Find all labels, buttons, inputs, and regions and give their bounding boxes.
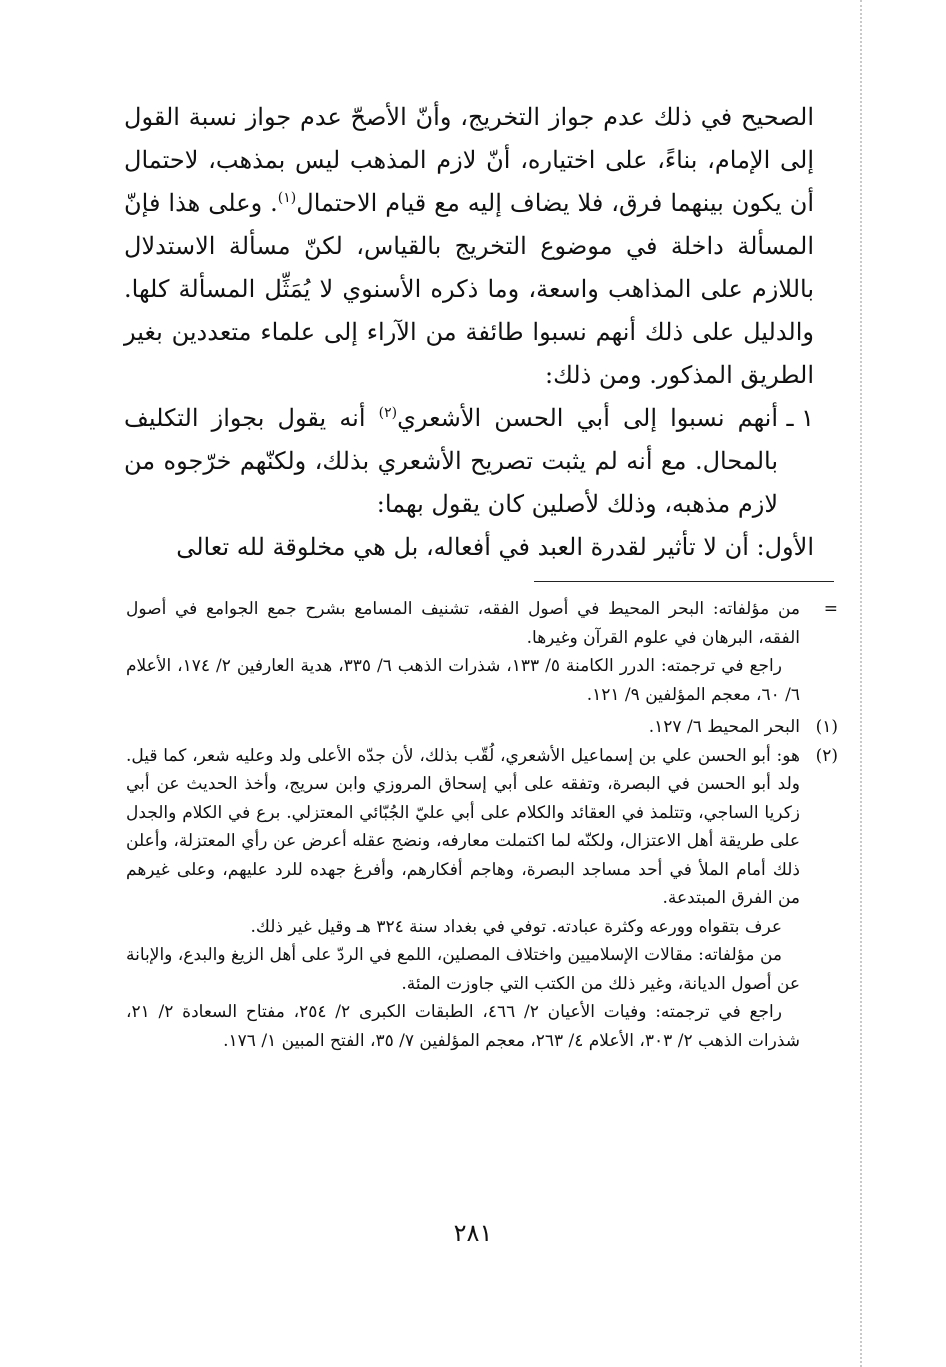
item-text-part-a: أنهم نسبوا إلى أبي الحسن الأشعري [397, 404, 778, 432]
footnote-continued-text: من مؤلفاته: البحر المحيط في أصول الفقه، تشنيف المسامع بشرح جمع الجوامع في أصول الفقه، البرهان في علوم القرآن وغيرها. [126, 599, 800, 648]
item-text [124, 397, 778, 526]
item-text-part-b: أنه يقول بجواز التكليف بالمحال. مع أنه لم يثبت تصريح الأشعري بذلك، ولكنّهم خرّجوه من لازم مذهبه، وذلك لأصلين كان يقول بهما: [124, 404, 778, 518]
footnote-ref-2[interactable]: (٢) [378, 405, 398, 421]
body-paragraph-1 [124, 96, 814, 397]
footnote-continued-mark: = [823, 599, 838, 619]
footnote-1-mark: (١) [815, 717, 838, 737]
footnote-ref-1[interactable]: (١) [277, 190, 297, 206]
body-paragraph-last: الأول: أن لا تأثير لقدرة العبد في أفعاله، بل هي مخلوقة لله تعالى [176, 533, 814, 561]
footnote-2-works: من مؤلفاته: مقالات الإسلاميين واختلاف المصلين، اللمع في الردّ على أهل الزيغ والبدع، والإبانة عن أصول الديانة، وغير ذلك من الكتب التي جاوزت المئة. [126, 945, 800, 994]
footnote-2-text: هو: أبو الحسن علي بن إسماعيل الأشعري، لُقّب بذلك، لأن جدّه الأعلى ولد وعليه شعر، كما قيل. ولد أبو الحسن في البصرة، وتفقه على أبي إسحاق المروزي وابن سريج، وأخذ الحديث عن أبي زكريا الساجي، وتتلمذ في العقائد والكلام على أبي عليّ الجُبّائي المعتزلي. برع في الكلام والجدل على طريقة أهل الاعتزال، ولكنّه لما اكتملت معارفه، ونضج عقله أعرض عن رأي المعتزلة، وأعلن ذلك أمام الملأ في أحد مساجد البصرة، وهاجم أفكارهم، وأفرغ جهده للرد عليهم، وعلى غيرهم من الفرق المبتدعة. [126, 745, 800, 908]
footnote-2-piety: عرف بتقواه وورعه وكثرة عبادته. توفي في بغداد سنة ٣٢٤ هـ وقيل غير ذلك. [250, 916, 782, 937]
footnote-separator [534, 581, 834, 582]
footnote-2 [126, 742, 838, 913]
footnote-2-mark: (٢) [815, 745, 838, 766]
footnote-1 [126, 713, 838, 742]
scan-edge-dots [860, 0, 862, 1367]
item-number: ١ ـ [786, 404, 814, 432]
main-text [124, 96, 814, 569]
page-number: ٢٨١ [453, 1219, 493, 1247]
footnote-2-refs: راجع في ترجمته: وفيات الأعيان ٢/ ٤٦٦، الطبقات الكبرى ٢/ ٢٥٤، مفتاح السعادة ٢/ ٢١، شذرات الذهب ٢/ ٣٠٣، الأعلام ٤/ ٢٦٣، معجم المؤلفين ٧/ ٣٥، الفتح المبين ١/ ١٧٦. [126, 1002, 800, 1051]
footnote-continued-refs: راجع في ترجمته: الدرر الكامنة ٥/ ١٣٣، شذرات الذهب ٦/ ٣٣٥، هدية العارفين ٢/ ١٧٤، الأعلام ٦/ ٦٠، معجم المؤلفين ٩/ ١٢١. [126, 656, 800, 705]
footnote-continued [126, 595, 838, 652]
body-paragraph-1-part-b: . وعلى هذا فإنّ المسألة داخلة في موضوع التخريج بالقياس، لكنّ مسألة الاستدلال باللازم على المذاهب واسعة، وما ذكره الأسنوي لا يُمَثِّل المسألة كلها. والدليل على ذلك أنهم نسبوا طائفة من الآراء إلى علماء متعددين بغير الطريق المذكور. ومن ذلك: [124, 189, 814, 389]
footnote-1-text: البحر المحيط ٦/ ١٢٧. [648, 717, 800, 737]
footnotes-section [126, 595, 838, 1055]
body-paragraph-1-part-a: الصحيح في ذلك عدم جواز التخريج، وأنّ الأصحّ عدم جواز نسبة القول إلى الإمام، بناءً، على اختياره، أنّ لازم المذهب ليس بمذهب، لاحتمال أن يكون بينهما فرق، فلا يضاف إليه مع قيام الاحتمال [124, 103, 814, 217]
numbered-item-1 [124, 397, 814, 526]
